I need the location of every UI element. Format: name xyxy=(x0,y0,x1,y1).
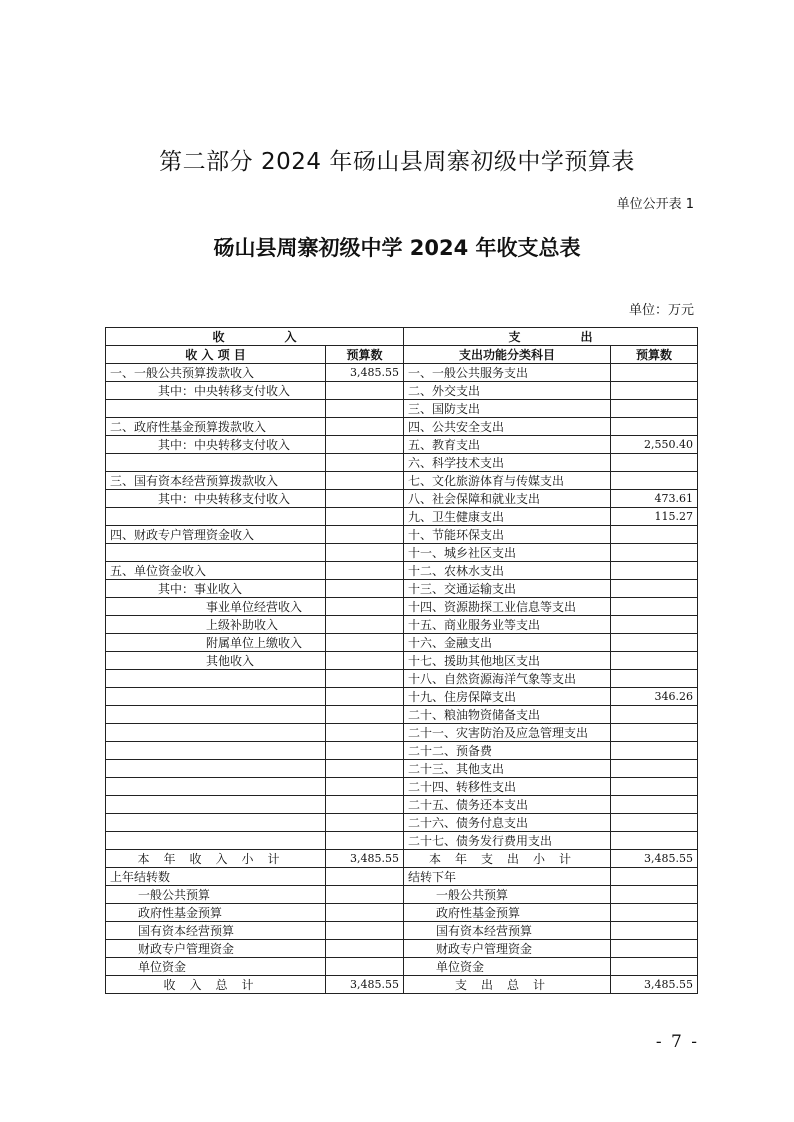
expense-value xyxy=(611,706,698,724)
table-row xyxy=(106,760,698,778)
carry-income-item: 财政专户管理资金 xyxy=(106,940,326,958)
expense-item: 十四、资源勘探工业信息等支出 xyxy=(404,598,611,616)
expense-item: 十二、农林水支出 xyxy=(404,562,611,580)
expense-item: 二十六、债务付息支出 xyxy=(404,814,611,832)
table-row xyxy=(106,472,698,490)
carry-row xyxy=(106,886,698,904)
income-item xyxy=(106,742,326,760)
carry-expense-item: 一般公共预算 xyxy=(404,886,611,904)
carry-expense-value xyxy=(611,886,698,904)
table-row xyxy=(106,580,698,598)
carry-expense-item: 结转下年 xyxy=(404,868,611,886)
carry-income-value xyxy=(326,958,404,976)
income-item xyxy=(106,670,326,688)
expense-value xyxy=(611,832,698,850)
income-item-header: 收 入 项 目 xyxy=(106,346,326,364)
income-item xyxy=(106,454,326,472)
carry-expense-item: 财政专户管理资金 xyxy=(404,940,611,958)
carry-income-item: 单位资金 xyxy=(106,958,326,976)
expense-value xyxy=(611,724,698,742)
carry-row xyxy=(106,868,698,886)
income-item: 其中：中央转移支付收入 xyxy=(106,490,326,508)
carry-expense-item: 单位资金 xyxy=(404,958,611,976)
carry-row xyxy=(106,940,698,958)
carry-income-item: 国有资本经营预算 xyxy=(106,922,326,940)
income-value xyxy=(326,472,404,490)
expense-value: 346.26 xyxy=(611,688,698,706)
income-value xyxy=(326,634,404,652)
income-subtotal-value: 3,485.55 xyxy=(326,850,404,868)
income-header: 收 入 xyxy=(106,328,404,346)
carry-expense-item: 政府性基金预算 xyxy=(404,904,611,922)
expense-item: 二十二、预备费 xyxy=(404,742,611,760)
income-value xyxy=(326,382,404,400)
income-item: 其中：中央转移支付收入 xyxy=(106,382,326,400)
table-row xyxy=(106,796,698,814)
expense-value xyxy=(611,814,698,832)
carry-expense-value xyxy=(611,940,698,958)
carry-row xyxy=(106,958,698,976)
income-item: 三、国有资本经营预算拨款收入 xyxy=(106,472,326,490)
income-item xyxy=(106,724,326,742)
carry-income-value xyxy=(326,940,404,958)
expense-value xyxy=(611,652,698,670)
expense-value: 2,550.40 xyxy=(611,436,698,454)
table-row xyxy=(106,814,698,832)
income-item xyxy=(106,796,326,814)
income-value xyxy=(326,796,404,814)
expense-item: 七、文化旅游体育与传媒支出 xyxy=(404,472,611,490)
table-row xyxy=(106,508,698,526)
income-value xyxy=(326,580,404,598)
expense-value xyxy=(611,418,698,436)
carry-row xyxy=(106,922,698,940)
expense-item: 十八、自然资源海洋气象等支出 xyxy=(404,670,611,688)
expense-value xyxy=(611,580,698,598)
expense-item: 二、外交支出 xyxy=(404,382,611,400)
table-row xyxy=(106,832,698,850)
carry-income-value xyxy=(326,868,404,886)
income-value xyxy=(326,616,404,634)
income-item xyxy=(106,688,326,706)
expense-value xyxy=(611,544,698,562)
expense-item: 十五、商业服务业等支出 xyxy=(404,616,611,634)
expense-value xyxy=(611,364,698,382)
income-total-value: 3,485.55 xyxy=(326,976,404,994)
income-value xyxy=(326,436,404,454)
page-number: - 7 - xyxy=(655,1032,699,1052)
income-value xyxy=(326,706,404,724)
expense-item: 二十四、转移性支出 xyxy=(404,778,611,796)
expense-value xyxy=(611,454,698,472)
expense-value xyxy=(611,616,698,634)
expense-amount-header: 预算数 xyxy=(611,346,698,364)
income-value xyxy=(326,778,404,796)
expense-item: 十六、金融支出 xyxy=(404,634,611,652)
expense-subtotal-label: 本年支出小计 xyxy=(404,850,611,868)
expense-item: 十七、援助其他地区支出 xyxy=(404,652,611,670)
carry-income-value xyxy=(326,904,404,922)
table-number: 单位公开表 1 xyxy=(616,197,694,212)
table-row xyxy=(106,382,698,400)
expense-item: 一、一般公共服务支出 xyxy=(404,364,611,382)
income-value xyxy=(326,742,404,760)
expense-item: 二十五、债务还本支出 xyxy=(404,796,611,814)
total-row xyxy=(106,976,698,994)
income-value xyxy=(326,400,404,418)
carry-income-value xyxy=(326,886,404,904)
income-value: 3,485.55 xyxy=(326,364,404,382)
expense-value xyxy=(611,742,698,760)
expense-value xyxy=(611,760,698,778)
income-value xyxy=(326,490,404,508)
income-item: 五、单位资金收入 xyxy=(106,562,326,580)
expense-value xyxy=(611,778,698,796)
income-value xyxy=(326,814,404,832)
carry-income-item: 一般公共预算 xyxy=(106,886,326,904)
income-subtotal-label: 本年收入小计 xyxy=(106,850,326,868)
header-row-group xyxy=(106,328,698,346)
table-row xyxy=(106,724,698,742)
expense-total-label: 支出总计 xyxy=(404,976,611,994)
table-row xyxy=(106,562,698,580)
income-item: 一、一般公共预算拨款收入 xyxy=(106,364,326,382)
income-item: 事业单位经营收入 xyxy=(106,598,326,616)
table-row xyxy=(106,436,698,454)
income-item xyxy=(106,760,326,778)
income-item: 其中：事业收入 xyxy=(106,580,326,598)
carry-expense-value xyxy=(611,868,698,886)
income-item xyxy=(106,544,326,562)
carry-income-item: 政府性基金预算 xyxy=(106,904,326,922)
table-row xyxy=(106,454,698,472)
table-row xyxy=(106,364,698,382)
income-value xyxy=(326,526,404,544)
income-item xyxy=(106,814,326,832)
expense-value xyxy=(611,562,698,580)
income-item: 二、政府性基金预算拨款收入 xyxy=(106,418,326,436)
unit-label: 单位：万元 xyxy=(628,303,694,318)
carry-income-item: 上年结转数 xyxy=(106,868,326,886)
income-item xyxy=(106,778,326,796)
carry-row xyxy=(106,904,698,922)
table-row xyxy=(106,742,698,760)
income-value xyxy=(326,544,404,562)
part-title: 第二部分 2024 年砀山县周寨初级中学预算表 xyxy=(159,149,635,175)
table-row xyxy=(106,544,698,562)
income-total-label: 收入总计 xyxy=(106,976,326,994)
expense-item: 二十、粮油物资储备支出 xyxy=(404,706,611,724)
income-value xyxy=(326,724,404,742)
expense-item: 十九、住房保障支出 xyxy=(404,688,611,706)
table-row xyxy=(106,778,698,796)
table-row xyxy=(106,670,698,688)
expense-item: 十、节能环保支出 xyxy=(404,526,611,544)
income-item: 其他收入 xyxy=(106,652,326,670)
income-value xyxy=(326,598,404,616)
expense-item: 八、社会保障和就业支出 xyxy=(404,490,611,508)
expense-subtotal-value: 3,485.55 xyxy=(611,850,698,868)
table-row xyxy=(106,688,698,706)
subtotal-row xyxy=(106,850,698,868)
expense-value xyxy=(611,400,698,418)
expense-total-value: 3,485.55 xyxy=(611,976,698,994)
table-row xyxy=(106,634,698,652)
carry-expense-value xyxy=(611,904,698,922)
table-row xyxy=(106,490,698,508)
table-row xyxy=(106,400,698,418)
expense-item: 二十三、其他支出 xyxy=(404,760,611,778)
income-item xyxy=(106,508,326,526)
income-item xyxy=(106,400,326,418)
income-value xyxy=(326,688,404,706)
income-value xyxy=(326,508,404,526)
table-row xyxy=(106,526,698,544)
income-amount-header: 预算数 xyxy=(326,346,404,364)
income-value xyxy=(326,652,404,670)
expense-item: 九、卫生健康支出 xyxy=(404,508,611,526)
income-item: 其中：中央转移支付收入 xyxy=(106,436,326,454)
expense-value xyxy=(611,526,698,544)
table-row xyxy=(106,598,698,616)
expense-value xyxy=(611,382,698,400)
budget-table xyxy=(105,327,698,994)
expense-header: 支 出 xyxy=(404,328,698,346)
carry-expense-item: 国有资本经营预算 xyxy=(404,922,611,940)
income-value xyxy=(326,760,404,778)
table-row xyxy=(106,652,698,670)
income-value xyxy=(326,454,404,472)
expense-value xyxy=(611,472,698,490)
expense-item: 十一、城乡社区支出 xyxy=(404,544,611,562)
expense-value: 473.61 xyxy=(611,490,698,508)
income-item: 上级补助收入 xyxy=(106,616,326,634)
table-row xyxy=(106,418,698,436)
income-item: 附属单位上缴收入 xyxy=(106,634,326,652)
expense-item: 五、教育支出 xyxy=(404,436,611,454)
expense-item: 四、公共安全支出 xyxy=(404,418,611,436)
carry-expense-value xyxy=(611,958,698,976)
expense-value xyxy=(611,598,698,616)
income-value xyxy=(326,418,404,436)
expense-item: 六、科学技术支出 xyxy=(404,454,611,472)
expense-item: 二十一、灾害防治及应急管理支出 xyxy=(404,724,611,742)
expense-value: 115.27 xyxy=(611,508,698,526)
carry-income-value xyxy=(326,922,404,940)
income-item: 四、财政专户管理资金收入 xyxy=(106,526,326,544)
expense-item: 十三、交通运输支出 xyxy=(404,580,611,598)
expense-value xyxy=(611,634,698,652)
header-row-columns xyxy=(106,346,698,364)
table-row xyxy=(106,616,698,634)
expense-item: 三、国防支出 xyxy=(404,400,611,418)
income-value xyxy=(326,562,404,580)
carry-expense-value xyxy=(611,922,698,940)
expense-value xyxy=(611,796,698,814)
income-value xyxy=(326,670,404,688)
expense-item: 二十七、债务发行费用支出 xyxy=(404,832,611,850)
income-item xyxy=(106,832,326,850)
table-title: 砀山县周寨初级中学 2024 年收支总表 xyxy=(213,236,581,260)
income-item xyxy=(106,706,326,724)
income-value xyxy=(326,832,404,850)
expense-value xyxy=(611,670,698,688)
expense-item-header: 支出功能分类科目 xyxy=(404,346,611,364)
table-row xyxy=(106,706,698,724)
